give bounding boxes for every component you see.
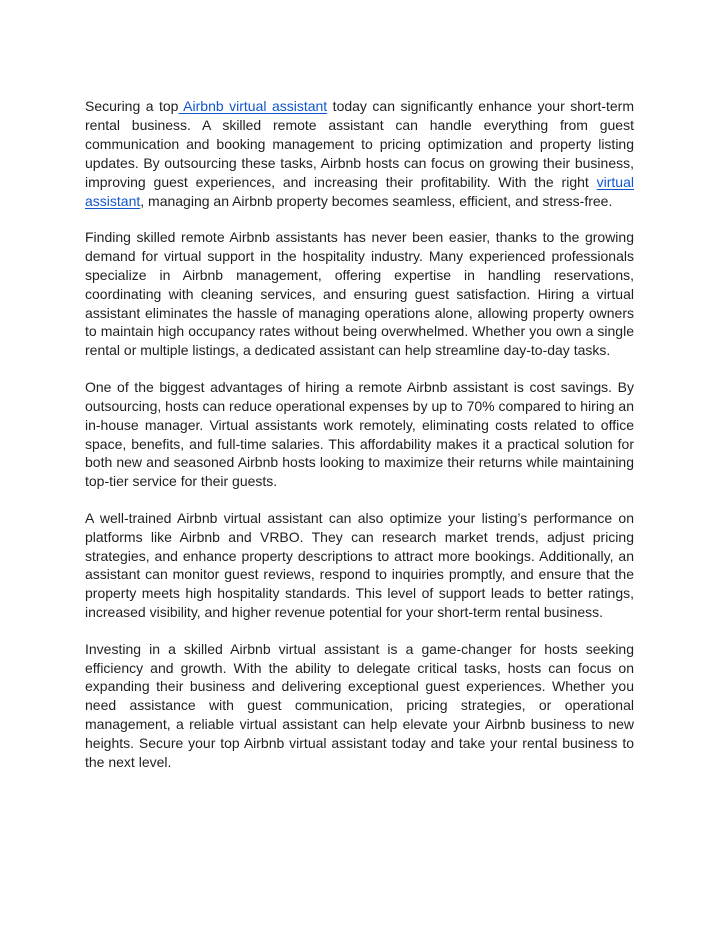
- paragraph-cost-savings: One of the biggest advantages of hiring a remote Airbnb assistant is cost savings. By outsourcing, hosts can reduce operational expenses by up to 70% compared to hiring an in-house manager. Virtual assistants work remotely, eliminating costs related to office space, benefits, and full-time salaries. This affordability makes it a practical solution for both new and seasoned Airbnb hosts looking to maximize their returns while maintaining top-tier service for their guests.: [85, 378, 634, 490]
- paragraph-listing-performance: A well-trained Airbnb virtual assistant can also optimize your listing’s performance on platforms like Airbnb and VRBO. They can research market trends, adjust pricing strategies, and enhance property descriptions to attract more bookings. Additionally, an assistant can monitor guest reviews, respond to inquiries promptly, and ensure that the property meets high hospitality standards. This level of support leads to better ratings, increased visibility, and higher revenue potential for your short-term rental business.: [85, 509, 634, 621]
- paragraph-finding-assistants: Finding skilled remote Airbnb assistants has never been easier, thanks to the growing demand for virtual support in the hospitality industry. Many experienced professionals specialize in Airbnb management, offering expertise in handling reservations, coordinating with cleaning services, and ensuring guest satisfaction. Hiring a virtual assistant eliminates the hassle of managing operations alone, allowing property owners to maintain high occupancy rates without being overwhelmed. Whether you own a single rental or multiple listings, a dedicated assistant can help streamline day-to-day tasks.: [85, 228, 634, 359]
- airbnb-virtual-assistant-link[interactable]: Airbnb virtual assistant: [178, 98, 328, 114]
- intro-text-middle: today can significantly enhance your short-term rental business. A skilled remote assistant can handle everything from guest communication and booking management to pricing optimization and property listing updates. By outsourcing these tasks, Airbnb hosts can focus on growing their business, improving guest experiences, and increasing their profitability. With the right: [85, 98, 634, 190]
- paragraph-intro: [85, 97, 634, 210]
- intro-text-end: , managing an Airbnb property becomes seamless, efficient, and stress-free.: [140, 192, 613, 209]
- virtual-assistant-link[interactable]: virtual assistant: [85, 173, 634, 209]
- document-body: [85, 97, 634, 790]
- intro-text-start: Securing a top: [85, 98, 179, 114]
- paragraph-conclusion: Investing in a skilled Airbnb virtual assistant is a game-changer for hosts seeking efficiency and growth. With the ability to delegate critical tasks, hosts can focus on expanding their business and delivering exceptional guest experiences. Whether you need assistance with guest communication, pricing strategies, or operational management, a reliable virtual assistant can help elevate your Airbnb business to new heights. Secure your top Airbnb virtual assistant today and take your rental business to the next level.: [85, 640, 634, 771]
